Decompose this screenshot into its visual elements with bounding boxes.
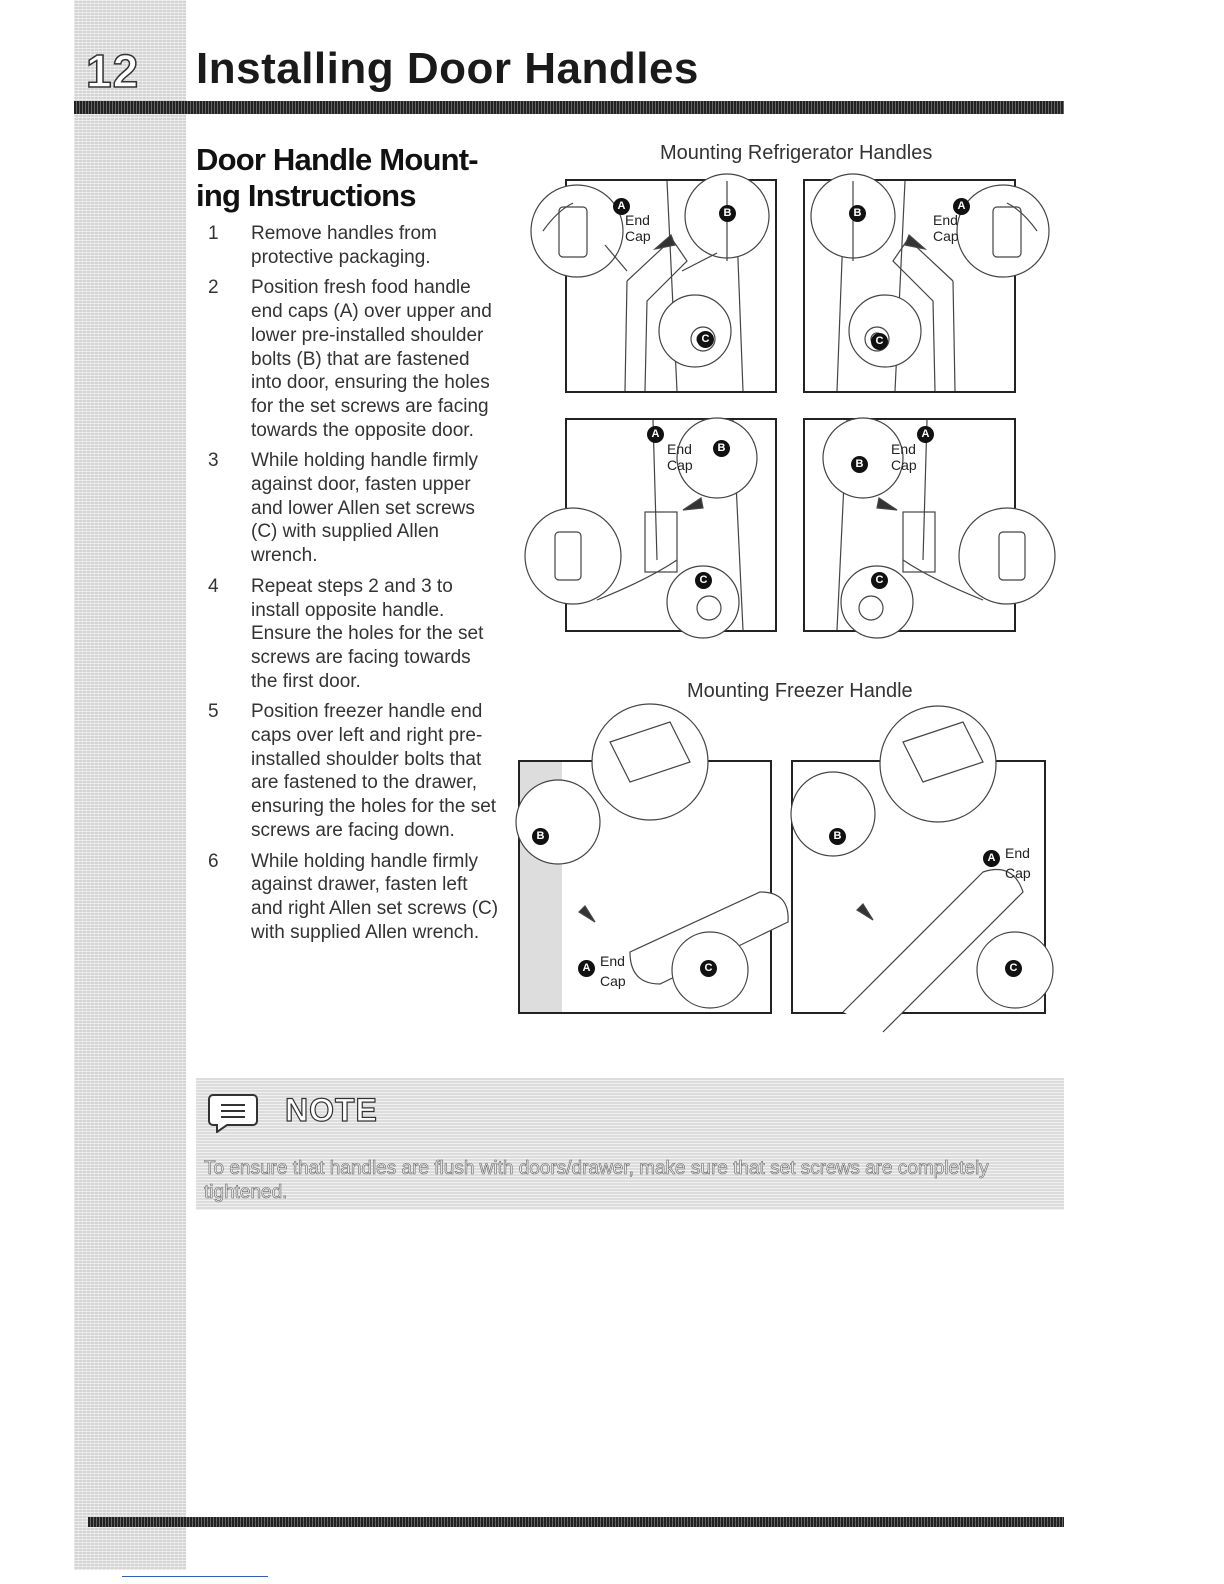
step-text: Position freezer handle end caps over left and right pre-installed shoulder bolts that are fastened to the drawer, ensuring the holes for the set screws are facing down. [251, 701, 497, 841]
freezer-handle-illustration-right [791, 760, 1046, 1014]
step-item [200, 222, 500, 269]
section-heading: Door Handle Mount-ing Instructions [196, 142, 478, 213]
cap-label: Cap [1005, 865, 1031, 881]
callout-a-badge: A [983, 850, 1000, 867]
callout-c-badge: C [695, 572, 712, 589]
callout-b-badge: B [719, 205, 736, 222]
callout-b-badge: B [851, 456, 868, 473]
bottom-link-underline [122, 1576, 268, 1577]
step-number: 2 [208, 277, 219, 299]
step-number: 4 [208, 575, 219, 597]
callout-a-badge: A [613, 198, 630, 215]
callout-b-badge: B [713, 440, 730, 457]
callout-a-badge: A [953, 198, 970, 215]
step-text: Remove handles from protective packaging. [251, 223, 437, 268]
step-text: While holding handle firmly against door, fasten upper and lower Allen set screws (C) with supplied Allen wrench. [251, 450, 479, 567]
end-label: End [667, 441, 692, 457]
callout-b-badge: B [829, 828, 846, 845]
footer-rule [88, 1517, 1064, 1527]
refrigerator-handle-illustration-lower-right [803, 418, 1016, 632]
page-number: 12 [86, 45, 140, 97]
step-text: While holding handle firmly against drawer, fasten left and right Allen set screws (C) with supplied Allen wrench. [251, 850, 499, 943]
note-text: To ensure that handles are flush with doors/drawer, make sure that set screws are completely tightened. [204, 1158, 989, 1203]
step-item [200, 575, 500, 694]
step-text: Repeat steps 2 and 3 to install opposite handle. Ensure the holes for the set screws are facing towards the first door. [251, 575, 484, 692]
callout-c-badge: C [697, 331, 714, 348]
cap-label: Cap [891, 457, 917, 473]
step-number: 5 [208, 701, 219, 723]
end-label: End [625, 212, 650, 228]
end-label: End [600, 953, 625, 969]
page-title: Installing Door Handles [196, 44, 699, 93]
callout-b-badge: B [849, 205, 866, 222]
step-number: 3 [208, 450, 219, 472]
cap-label: Cap [600, 973, 626, 989]
callout-a-badge: A [647, 426, 664, 443]
step-item [200, 276, 500, 442]
step-text: Position fresh food handle end caps (A) over upper and lower pre-installed shoulder bolts (B) that are fastened into door, ensuring the holes for the set screws are facing towards the opposite door. [251, 277, 492, 441]
note-icon [207, 1091, 259, 1133]
callout-b-badge: B [532, 828, 549, 845]
cap-label: Cap [625, 228, 651, 244]
callout-c-badge: C [871, 572, 888, 589]
refrigerator-figure-caption: Mounting Refrigerator Handles [660, 142, 933, 164]
callout-c-badge: C [1005, 960, 1022, 977]
step-number: 1 [208, 223, 219, 244]
end-label: End [1005, 845, 1030, 861]
cap-label: Cap [933, 228, 959, 244]
cap-label: Cap [667, 457, 693, 473]
callout-c-badge: C [871, 333, 888, 350]
callout-a-badge: A [578, 960, 595, 977]
handle-diagram [733, 702, 1104, 1072]
handle-diagram [745, 360, 1074, 690]
title-rule [74, 101, 1064, 114]
step-item [200, 449, 500, 568]
callout-c-badge: C [700, 960, 717, 977]
side-strip [74, 0, 186, 1570]
step-item [200, 850, 500, 945]
callout-a-badge: A [917, 426, 934, 443]
end-label: End [891, 441, 916, 457]
step-number: 6 [208, 850, 219, 872]
freezer-figure-caption: Mounting Freezer Handle [687, 680, 913, 702]
step-item [200, 700, 500, 842]
note-title: NOTE [285, 1092, 378, 1128]
end-label: End [933, 212, 958, 228]
step-list [200, 222, 500, 951]
